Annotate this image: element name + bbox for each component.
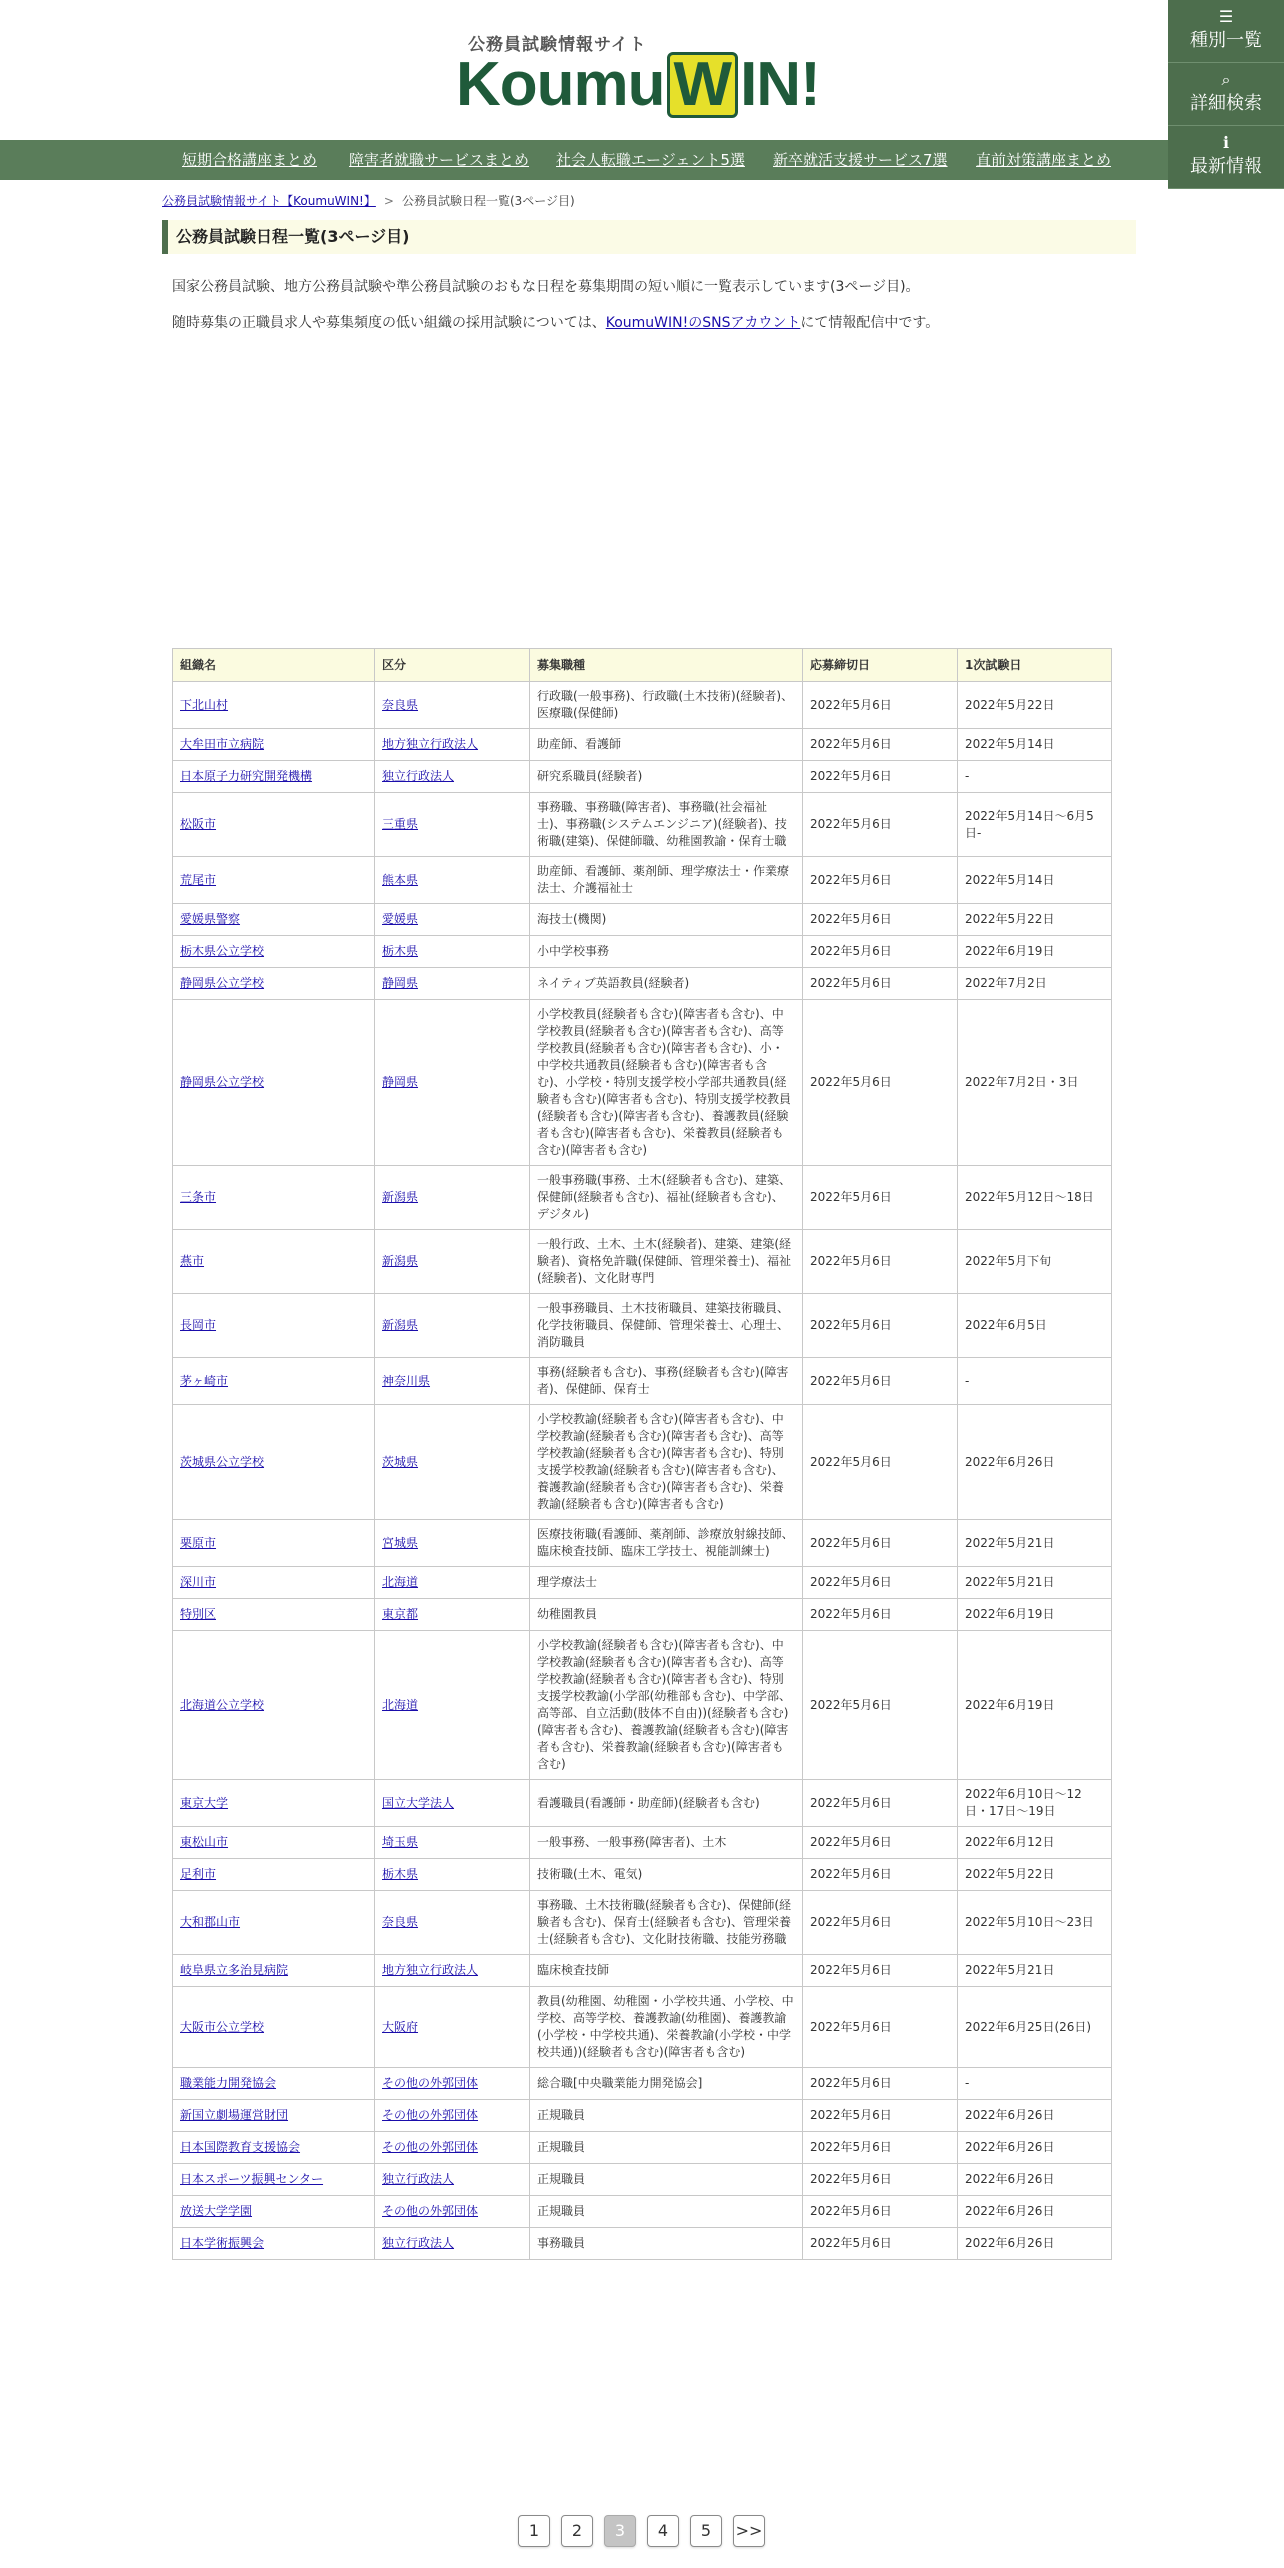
cell-category xyxy=(375,2068,530,2100)
cell-deadline: 2022年5月6日 xyxy=(803,793,958,857)
cell-first-exam-date: 2022年6月19日 xyxy=(958,1599,1112,1631)
cell-organization xyxy=(173,1520,375,1567)
cell-organization xyxy=(173,793,375,857)
nav-item-final-prep[interactable]: 直前対策講座まとめ xyxy=(976,151,1112,169)
cell-organization xyxy=(173,682,375,729)
cell-organization xyxy=(173,1567,375,1599)
cell-organization xyxy=(173,2164,375,2196)
cell-category xyxy=(375,682,530,729)
detail-search-label: 詳細検索 xyxy=(1190,93,1262,114)
cell-deadline: 2022年5月6日 xyxy=(803,1166,958,1230)
cell-job-types: 小学校教員(経験者も含む)(障害者も含む)、中学校教員(経験者も含む)(障害者も含む)、高等学校教員(経験者も含む)(障害者も含む)、小・中学校共通教員(経験者も含む)(障害者も含む)、小学校・特別支援学校小学部共通教員(経験者も含む)(障害者も含む)、特別支援学校教員(経験者も含む)(障害者も含む)、養護教員(経験者も含む)(障害者も含む)、栄養教員(経験者も含む)(障害者も含む) xyxy=(530,1000,803,1166)
cell-job-types: ネイティブ英語教員(経験者) xyxy=(530,968,803,1000)
table-row xyxy=(173,1000,1112,1166)
cell-organization xyxy=(173,1780,375,1827)
cell-organization xyxy=(173,1405,375,1520)
cell-organization xyxy=(173,729,375,761)
cell-category xyxy=(375,1891,530,1955)
cell-deadline: 2022年5月6日 xyxy=(803,1000,958,1166)
cell-job-types: 一般行政、土木、土木(経験者)、建築、建築(経験者)、資格免許職(保健師、管理栄養士)、福祉(経験者)、文化財専門 xyxy=(530,1230,803,1294)
organization-link[interactable]: 大阪市公立学校 xyxy=(180,2019,265,2034)
organization-link[interactable]: 静岡県公立学校 xyxy=(180,1075,265,1089)
cell-organization xyxy=(173,1859,375,1891)
breadcrumb-separator: > xyxy=(383,194,394,208)
category-link[interactable]: その他の外郭団体 xyxy=(382,2140,479,2154)
table-row xyxy=(173,761,1112,793)
table-row xyxy=(173,1358,1112,1405)
cell-deadline: 2022年5月6日 xyxy=(803,1567,958,1599)
category-link[interactable]: 地方独立行政法人 xyxy=(382,1963,479,1977)
category-link[interactable]: 新潟県 xyxy=(382,1318,419,1332)
cell-organization xyxy=(173,1599,375,1631)
organization-link[interactable]: 栃木県公立学校 xyxy=(180,944,265,958)
cell-job-types: 事務職員 xyxy=(530,2228,803,2260)
category-link[interactable]: 独立行政法人 xyxy=(382,2172,455,2186)
table-row xyxy=(173,2132,1112,2164)
table-row xyxy=(173,793,1112,857)
cell-category xyxy=(375,1405,530,1520)
category-link[interactable]: 国立大学法人 xyxy=(382,1795,455,1810)
cell-category xyxy=(375,1631,530,1780)
category-link[interactable]: 栃木県 xyxy=(382,1867,419,1881)
cell-first-exam-date: - xyxy=(958,1358,1112,1405)
cell-deadline: 2022年5月6日 xyxy=(803,968,958,1000)
organization-link[interactable]: 栗原市 xyxy=(180,1535,217,1550)
cell-first-exam-date: 2022年5月下旬 xyxy=(958,1230,1112,1294)
cell-category xyxy=(375,904,530,936)
cell-job-types: 事務職、事務職(障害者)、事務職(社会福祉士)、事務職(システムエンジニア)(経験者)、技術職(建築)、保健師職、幼稚園教諭・保育士職 xyxy=(530,793,803,857)
cell-deadline: 2022年5月6日 xyxy=(803,857,958,904)
organization-link[interactable]: 日本原子力研究開発機構 xyxy=(180,769,313,783)
cell-job-types: 正規職員 xyxy=(530,2196,803,2228)
table-row xyxy=(173,857,1112,904)
cell-category xyxy=(375,2164,530,2196)
next-pages-button[interactable]: >> xyxy=(733,2515,765,2547)
cell-first-exam-date: - xyxy=(958,761,1112,793)
cell-deadline: 2022年5月6日 xyxy=(803,1827,958,1859)
category-link[interactable]: 愛媛県 xyxy=(382,912,419,926)
cell-first-exam-date: 2022年6月10日～12日・17日～19日 xyxy=(958,1780,1112,1827)
cell-deadline: 2022年5月6日 xyxy=(803,761,958,793)
organization-link[interactable]: 大牟田市立病院 xyxy=(180,737,265,751)
cell-category xyxy=(375,1166,530,1230)
cell-organization xyxy=(173,1294,375,1358)
nav-item-graduate-support[interactable]: 新卒就活支援サービス7選 xyxy=(773,151,948,169)
cell-organization xyxy=(173,1166,375,1230)
cell-organization xyxy=(173,1230,375,1294)
category-link[interactable]: 独立行政法人 xyxy=(382,769,455,783)
cell-job-types: 助産師、看護師、薬剤師、理学療法士・作業療法士、介護福祉士 xyxy=(530,857,803,904)
logo-w-mark: W xyxy=(667,52,739,118)
table-row xyxy=(173,1987,1112,2068)
cell-deadline: 2022年5月6日 xyxy=(803,2068,958,2100)
cell-first-exam-date: 2022年5月14日～6月5日- xyxy=(958,793,1112,857)
table-row xyxy=(173,2068,1112,2100)
cell-deadline: 2022年5月6日 xyxy=(803,1955,958,1987)
organization-link[interactable]: 荒尾市 xyxy=(180,872,217,887)
cell-category xyxy=(375,1780,530,1827)
cell-deadline: 2022年5月6日 xyxy=(803,1599,958,1631)
organization-link[interactable]: 岐阜県立多治見病院 xyxy=(180,1963,289,1977)
category-link[interactable]: 栃木県 xyxy=(382,944,419,958)
table-row xyxy=(173,1294,1112,1358)
cell-deadline: 2022年5月6日 xyxy=(803,2132,958,2164)
header-category: 区分 xyxy=(375,649,530,682)
organization-link[interactable]: 三条市 xyxy=(180,1190,217,1204)
table-row xyxy=(173,1567,1112,1599)
table-header xyxy=(173,649,1112,682)
cell-deadline: 2022年5月6日 xyxy=(803,1891,958,1955)
cell-first-exam-date: 2022年5月22日 xyxy=(958,1859,1112,1891)
cell-organization xyxy=(173,1955,375,1987)
category-link[interactable]: 静岡県 xyxy=(382,976,419,990)
table-row xyxy=(173,1827,1112,1859)
header-job-types: 募集職種 xyxy=(530,649,803,682)
organization-link[interactable]: 特別区 xyxy=(180,1607,217,1621)
category-link[interactable]: 地方独立行政法人 xyxy=(382,737,479,751)
cell-deadline: 2022年5月6日 xyxy=(803,2164,958,2196)
organization-link[interactable]: 下北山村 xyxy=(180,697,229,712)
table-row xyxy=(173,1520,1112,1567)
main-nav xyxy=(0,140,1284,180)
cell-job-types: 理学療法士 xyxy=(530,1567,803,1599)
category-link[interactable]: 宮城県 xyxy=(382,1535,419,1550)
table-row xyxy=(173,2228,1112,2260)
cell-job-types: 技術職(土木、電気) xyxy=(530,1859,803,1891)
cell-deadline: 2022年5月6日 xyxy=(803,2100,958,2132)
category-link[interactable]: その他の外郭団体 xyxy=(382,2076,479,2090)
cell-organization xyxy=(173,2068,375,2100)
cell-category xyxy=(375,1955,530,1987)
menu-icon: ☰ xyxy=(1218,7,1234,26)
cell-job-types: 研究系職員(経験者) xyxy=(530,761,803,793)
cell-deadline: 2022年5月6日 xyxy=(803,682,958,729)
cell-organization xyxy=(173,857,375,904)
cell-first-exam-date: 2022年5月21日 xyxy=(958,1955,1112,1987)
organization-link[interactable]: 東京大学 xyxy=(180,1795,229,1810)
logo-text-koumu: Koumu xyxy=(456,50,665,119)
cell-job-types: 臨床検査技師 xyxy=(530,1955,803,1987)
nav-item-career-agent[interactable]: 社会人転職エージェント5選 xyxy=(556,151,745,169)
table-row xyxy=(173,1780,1112,1827)
table-row xyxy=(173,682,1112,729)
category-link[interactable]: 新潟県 xyxy=(382,1190,419,1204)
category-link[interactable]: 神奈川県 xyxy=(382,1373,431,1388)
table-row xyxy=(173,2196,1112,2228)
cell-job-types: 事務職、土木技術職(経験者も含む)、保健師(経験者も含む)、保育士(経験者も含む)、管理栄養士(経験者も含む)、文化財技術職、技能労務職 xyxy=(530,1891,803,1955)
site-logo[interactable] xyxy=(456,28,828,120)
cell-job-types: 小中学校事務 xyxy=(530,936,803,968)
cell-organization xyxy=(173,2228,375,2260)
organization-link[interactable]: 茨城県公立学校 xyxy=(180,1454,265,1469)
cell-job-types: 一般事務職員、土木技術職員、建築技術職員、化学技術職員、保健師、管理栄養士、心理士、消防職員 xyxy=(530,1294,803,1358)
cell-deadline: 2022年5月6日 xyxy=(803,904,958,936)
cell-organization xyxy=(173,1827,375,1859)
organization-link[interactable]: 愛媛県警察 xyxy=(180,912,241,926)
info-icon: ℹ xyxy=(1222,133,1230,152)
category-link[interactable]: 奈良県 xyxy=(382,697,419,712)
cell-organization xyxy=(173,1987,375,2068)
cell-organization xyxy=(173,2132,375,2164)
organization-link[interactable]: 放送大学学園 xyxy=(180,2204,253,2218)
cell-job-types: 総合職[中央職業能力開発協会] xyxy=(530,2068,803,2100)
organization-link[interactable]: 燕市 xyxy=(180,1254,205,1268)
cell-organization xyxy=(173,2196,375,2228)
cell-category xyxy=(375,761,530,793)
cell-organization xyxy=(173,1000,375,1166)
cell-first-exam-date: 2022年5月22日 xyxy=(958,682,1112,729)
organization-link[interactable]: 日本国際教育支援協会 xyxy=(180,2140,301,2154)
table-row xyxy=(173,1631,1112,1780)
category-link[interactable]: 埼玉県 xyxy=(382,1835,419,1849)
cell-job-types: 小学校教諭(経験者も含む)(障害者も含む)、中学校教諭(経験者も含む)(障害者も含む)、高等学校教諭(経験者も含む)(障害者も含む)、特別支援学校教諭(小学部(幼稚部も含む)、中学部、高等部、自立活動(肢体不自由))(経験者も含む)(障害者も含む)、養護教諭(経験者も含む)(障害者も含む)、栄養教諭(経験者も含む)(障害者も含む) xyxy=(530,1631,803,1780)
latest-info-label: 最新情報 xyxy=(1190,156,1262,177)
header-first-exam-date: 1次試験日 xyxy=(958,649,1112,682)
table-row xyxy=(173,968,1112,1000)
floating-side-menu xyxy=(1168,0,1284,189)
cell-job-types: 正規職員 xyxy=(530,2164,803,2196)
table-row xyxy=(173,2164,1112,2196)
cell-organization xyxy=(173,968,375,1000)
cell-first-exam-date: 2022年6月26日 xyxy=(958,2164,1112,2196)
cell-deadline: 2022年5月6日 xyxy=(803,1987,958,2068)
nav-item-short-course[interactable]: 短期合格講座まとめ xyxy=(182,151,318,169)
cell-first-exam-date: 2022年5月12日～18日 xyxy=(958,1166,1112,1230)
cell-deadline: 2022年5月6日 xyxy=(803,1358,958,1405)
cell-deadline: 2022年5月6日 xyxy=(803,1520,958,1567)
cell-category xyxy=(375,1520,530,1567)
cell-category xyxy=(375,1599,530,1631)
category-link[interactable]: 熊本県 xyxy=(382,872,419,887)
cell-category xyxy=(375,1987,530,2068)
category-link[interactable]: その他の外郭団体 xyxy=(382,2204,479,2218)
nav-item-disability-service[interactable]: 障害者就職サービスまとめ xyxy=(349,151,530,169)
cell-category xyxy=(375,2100,530,2132)
cell-first-exam-date: 2022年6月26日 xyxy=(958,2228,1112,2260)
category-link[interactable]: 大阪府 xyxy=(382,2019,419,2034)
organization-link[interactable]: 茅ヶ崎市 xyxy=(180,1373,229,1388)
site-header xyxy=(0,0,1284,140)
page-5-button[interactable]: 5 xyxy=(690,2515,722,2547)
cell-deadline: 2022年5月6日 xyxy=(803,2228,958,2260)
organization-link[interactable]: 深川市 xyxy=(180,1575,217,1589)
cell-deadline: 2022年5月6日 xyxy=(803,1230,958,1294)
cell-first-exam-date: 2022年6月19日 xyxy=(958,936,1112,968)
cell-organization xyxy=(173,936,375,968)
cell-job-types: 助産師、看護師 xyxy=(530,729,803,761)
logo-text-in: IN! xyxy=(740,50,820,119)
cell-first-exam-date: 2022年5月14日 xyxy=(958,857,1112,904)
cell-category xyxy=(375,793,530,857)
organization-link[interactable]: 日本学術振興会 xyxy=(180,2236,265,2250)
latest-info-button[interactable] xyxy=(1168,126,1284,189)
category-link[interactable]: 新潟県 xyxy=(382,1254,419,1268)
page-4-button[interactable]: 4 xyxy=(647,2515,679,2547)
organization-link[interactable]: 日本スポーツ振興センター xyxy=(180,2172,324,2186)
cell-category xyxy=(375,2132,530,2164)
cell-deadline: 2022年5月6日 xyxy=(803,1294,958,1358)
category-link[interactable]: 静岡県 xyxy=(382,1075,419,1089)
intro-text-2-post: にて情報配信中です。 xyxy=(800,315,940,331)
cell-category xyxy=(375,936,530,968)
cell-deadline: 2022年5月6日 xyxy=(803,936,958,968)
cell-first-exam-date: 2022年6月5日 xyxy=(958,1294,1112,1358)
cell-first-exam-date: 2022年5月21日 xyxy=(958,1520,1112,1567)
cell-first-exam-date: - xyxy=(958,2068,1112,2100)
category-link[interactable]: 北海道 xyxy=(382,1575,419,1589)
cell-job-types: 事務(経験者も含む)、事務(経験者も含む)(障害者)、保健師、保育士 xyxy=(530,1358,803,1405)
table-row xyxy=(173,1405,1112,1520)
table-row xyxy=(173,1859,1112,1891)
cell-category xyxy=(375,2228,530,2260)
cell-organization xyxy=(173,1358,375,1405)
cell-first-exam-date: 2022年6月19日 xyxy=(958,1631,1112,1780)
cell-first-exam-date: 2022年5月14日 xyxy=(958,729,1112,761)
organization-link[interactable]: 松阪市 xyxy=(180,817,217,831)
cell-first-exam-date: 2022年6月26日 xyxy=(958,2132,1112,2164)
cell-job-types: 幼稚園教員 xyxy=(530,1599,803,1631)
cell-first-exam-date: 2022年6月12日 xyxy=(958,1827,1112,1859)
table-row xyxy=(173,2100,1112,2132)
organization-link[interactable]: 静岡県公立学校 xyxy=(180,976,265,990)
cell-job-types: 正規職員 xyxy=(530,2100,803,2132)
header-organization: 組織名 xyxy=(173,649,375,682)
cell-category xyxy=(375,729,530,761)
cell-first-exam-date: 2022年7月2日・3日 xyxy=(958,1000,1112,1166)
cell-category xyxy=(375,1000,530,1166)
cell-category xyxy=(375,968,530,1000)
category-link[interactable]: 奈良県 xyxy=(382,1915,419,1929)
cell-category xyxy=(375,1567,530,1599)
cell-category xyxy=(375,1294,530,1358)
category-link[interactable]: 茨城県 xyxy=(382,1454,419,1469)
table-row xyxy=(173,1166,1112,1230)
cell-deadline: 2022年5月6日 xyxy=(803,2196,958,2228)
cell-first-exam-date: 2022年5月21日 xyxy=(958,1567,1112,1599)
cell-first-exam-date: 2022年5月10日～23日 xyxy=(958,1891,1112,1955)
cell-organization xyxy=(173,904,375,936)
cell-organization xyxy=(173,761,375,793)
detail-search-button[interactable] xyxy=(1168,63,1284,126)
cell-first-exam-date: 2022年7月2日 xyxy=(958,968,1112,1000)
category-list-label: 種別一覧 xyxy=(1190,30,1262,51)
search-icon: ⌕ xyxy=(1221,70,1231,89)
cell-organization xyxy=(173,2100,375,2132)
organization-link[interactable]: 長岡市 xyxy=(180,1318,217,1332)
sns-account-link[interactable]: KoumuWIN!のSNSアカウント xyxy=(605,315,801,331)
cell-first-exam-date: 2022年6月26日 xyxy=(958,2100,1112,2132)
cell-category xyxy=(375,1230,530,1294)
logo-wordmark xyxy=(456,50,820,120)
cell-category xyxy=(375,1859,530,1891)
exam-schedule-table xyxy=(172,648,1112,2260)
cell-first-exam-date: 2022年6月25日(26日) xyxy=(958,1987,1112,2068)
table-row xyxy=(173,936,1112,968)
cell-deadline: 2022年5月6日 xyxy=(803,1780,958,1827)
cell-job-types: 教員(幼稚園、幼稚園・小学校共通、小学校、中学校、高等学校、養護教諭(幼稚園)、養護教諭(小学校・中学校共通)、栄養教諭(小学校・中学校共通))(経験者も含む)(障害者も含む) xyxy=(530,1987,803,2068)
category-link[interactable]: 三重県 xyxy=(382,817,419,831)
cell-category xyxy=(375,1827,530,1859)
logo-subtitle: 公務員試験情報サイト xyxy=(468,35,647,55)
organization-link[interactable]: 新国立劇場運営財団 xyxy=(180,2108,289,2122)
cell-first-exam-date: 2022年6月26日 xyxy=(958,2196,1112,2228)
category-link[interactable]: 東京都 xyxy=(382,1607,419,1621)
breadcrumb-current: 公務員試験日程一覧(3ページ目) xyxy=(401,194,575,208)
organization-link[interactable]: 大和郡山市 xyxy=(180,1915,241,1929)
cell-deadline: 2022年5月6日 xyxy=(803,729,958,761)
cell-first-exam-date: 2022年6月26日 xyxy=(958,1405,1112,1520)
cell-job-types: 小学校教諭(経験者も含む)(障害者も含む)、中学校教諭(経験者も含む)(障害者も含む)、高等学校教諭(経験者も含む)(障害者も含む)、特別支援学校教諭(経験者も含む)(障害者も含む)、養護教諭(経験者も含む)(障害者も含む)、栄養教諭(経験者も含む)(障害者も含む) xyxy=(530,1405,803,1520)
category-link[interactable]: その他の外郭団体 xyxy=(382,2108,479,2122)
category-link[interactable]: 北海道 xyxy=(382,1697,419,1712)
cell-category xyxy=(375,857,530,904)
page-1-button[interactable]: 1 xyxy=(518,2515,550,2547)
breadcrumb-home-link[interactable]: 公務員試験情報サイト【KoumuWIN!】 xyxy=(162,194,376,208)
cell-job-types: 行政職(一般事務)、行政職(土木技術)(経験者)、医療職(保健師) xyxy=(530,682,803,729)
cell-deadline: 2022年5月6日 xyxy=(803,1631,958,1780)
cell-job-types: 正規職員 xyxy=(530,2132,803,2164)
organization-link[interactable]: 北海道公立学校 xyxy=(180,1697,265,1712)
table-header-row xyxy=(173,649,1112,682)
cell-job-types: 看護職員(看護師・助産師)(経験者も含む) xyxy=(530,1780,803,1827)
intro-text-1: 国家公務員試験、地方公務員試験や準公務員試験のおもな日程を募集期間の短い順に一覧表示しています(3ページ目)。 xyxy=(172,279,920,295)
table-row xyxy=(173,1230,1112,1294)
category-link[interactable]: 独立行政法人 xyxy=(382,2236,455,2250)
cell-deadline: 2022年5月6日 xyxy=(803,1405,958,1520)
table-row xyxy=(173,1955,1112,1987)
cell-category xyxy=(375,2196,530,2228)
table-row xyxy=(173,1599,1112,1631)
intro-text-2 xyxy=(172,312,939,332)
cell-job-types: 一般事務職(事務、土木(経験者も含む)、建築、保健師(経験者も含む)、福祉(経験者も含む)、デジタル) xyxy=(530,1166,803,1230)
table-body xyxy=(173,682,1112,2260)
table-row xyxy=(173,904,1112,936)
organization-link[interactable]: 足利市 xyxy=(180,1867,217,1881)
cell-deadline: 2022年5月6日 xyxy=(803,1859,958,1891)
table-row xyxy=(173,729,1112,761)
page-2-button[interactable]: 2 xyxy=(561,2515,593,2547)
intro-text-2-pre: 随時募集の正職員求人や募集頻度の低い組織の採用試験については、 xyxy=(172,315,606,331)
header-deadline: 応募締切日 xyxy=(803,649,958,682)
cell-first-exam-date: 2022年5月22日 xyxy=(958,904,1112,936)
category-list-button[interactable] xyxy=(1168,0,1284,63)
organization-link[interactable]: 職業能力開発協会 xyxy=(180,2076,277,2090)
cell-organization xyxy=(173,1631,375,1780)
cell-job-types: 海技士(機関) xyxy=(530,904,803,936)
table-row xyxy=(173,1891,1112,1955)
cell-category xyxy=(375,1358,530,1405)
page-3-button-current[interactable]: 3 xyxy=(604,2515,636,2547)
organization-link[interactable]: 東松山市 xyxy=(180,1835,229,1849)
cell-job-types: 一般事務、一般事務(障害者)、土木 xyxy=(530,1827,803,1859)
cell-organization xyxy=(173,1891,375,1955)
cell-job-types: 医療技術職(看護師、薬剤師、診療放射線技師、臨床検査技師、臨床工学技士、視能訓練士) xyxy=(530,1520,803,1567)
breadcrumb xyxy=(162,192,575,209)
page-title: 公務員試験日程一覧(3ページ目) xyxy=(162,220,1136,254)
